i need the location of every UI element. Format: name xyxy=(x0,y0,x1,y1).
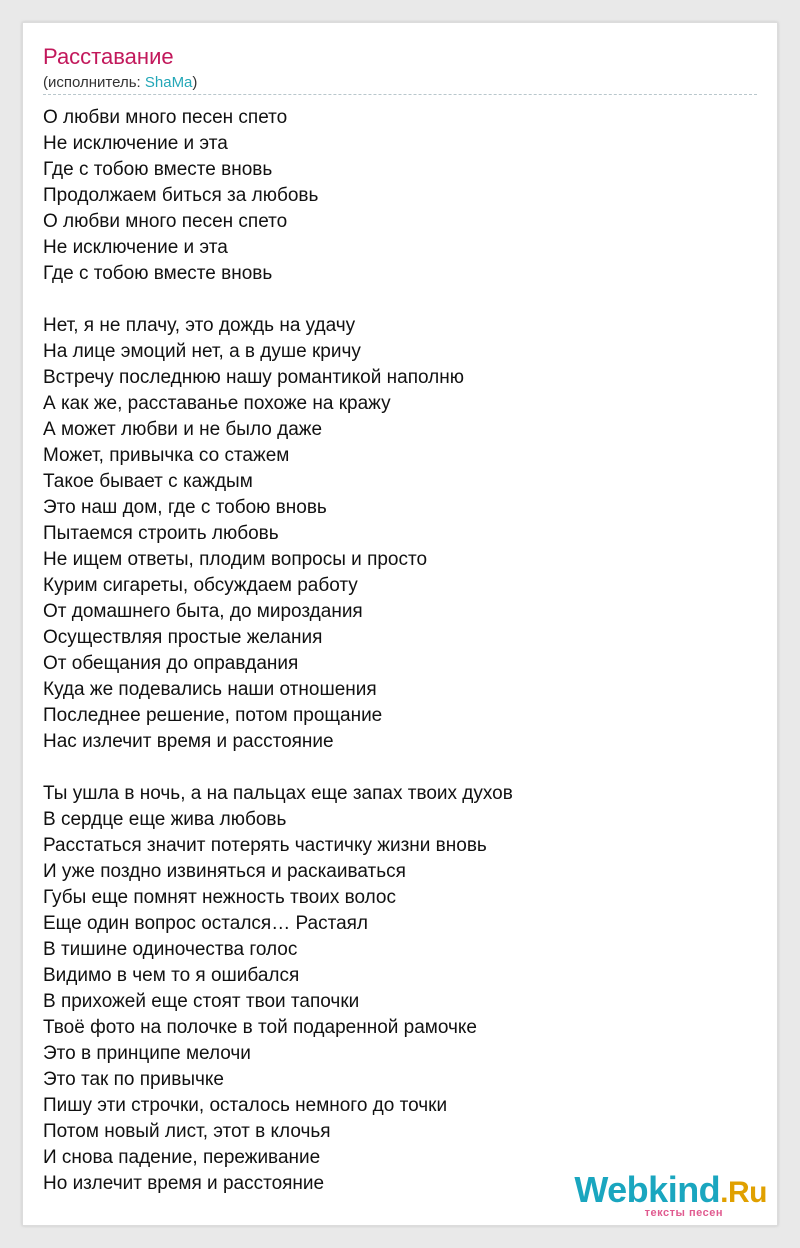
lyrics-line: Нет, я не плачу, это дождь на удачу xyxy=(43,315,356,336)
lyrics-line: А может любви и не было даже xyxy=(43,419,323,440)
lyrics-line: Куда же подевались наши отношения xyxy=(43,679,377,700)
lyrics-line: В сердце еще жива любовь xyxy=(43,809,287,830)
lyrics-line: Но излечит время и расстояние xyxy=(43,1173,325,1194)
lyrics-body xyxy=(43,105,513,1223)
lyrics-line: О любви много песен спето xyxy=(43,107,288,128)
lyrics-line: Расстаться значит потерять частичку жизни вновь xyxy=(43,835,487,856)
lyrics-line: Такое бывает с каждым xyxy=(43,471,253,492)
site-logo[interactable] xyxy=(574,1169,767,1219)
logo-tld: .Ru xyxy=(720,1176,767,1209)
lyrics-stanza xyxy=(43,781,513,1197)
lyrics-line: Еще один вопрос остался… Растаял xyxy=(43,913,369,934)
logo-tagline: тексты песен xyxy=(644,1207,723,1219)
title-divider xyxy=(43,94,757,95)
lyrics-line: Встречу последнюю нашу романтикой наполню xyxy=(43,367,464,388)
logo-text xyxy=(574,1169,767,1211)
lyrics-line: Это так по привычке xyxy=(43,1069,224,1090)
lyrics-line: Где с тобою вместе вновь xyxy=(43,159,273,180)
lyrics-line: А как же, расставанье похоже на кражу xyxy=(43,393,391,414)
song-title: Расставание xyxy=(43,44,174,69)
lyrics-line: Пытаемся строить любовь xyxy=(43,523,279,544)
lyrics-line: Осуществляя простые желания xyxy=(43,627,323,648)
lyrics-line: Пишу эти строчки, осталось немного до точки xyxy=(43,1095,448,1116)
lyrics-line: Где с тобою вместе вновь xyxy=(43,263,273,284)
lyrics-line: О любви много песен спето xyxy=(43,211,288,232)
lyrics-line: Не исключение и эта xyxy=(43,237,228,258)
lyrics-line: Потом новый лист, этот в клочья xyxy=(43,1121,331,1142)
performer-prefix: (исполнитель: xyxy=(43,74,145,91)
logo-name: Webkind xyxy=(574,1169,721,1210)
lyrics-line: Твоё фото на полочке в той подаренной рамочке xyxy=(43,1017,478,1038)
lyrics-line: Нас излечит время и расстояние xyxy=(43,731,334,752)
lyrics-line: Не исключение и эта xyxy=(43,133,228,154)
lyrics-line: От домашнего быта, до мироздания xyxy=(43,601,363,622)
lyrics-stanza xyxy=(43,105,513,287)
lyrics-line: Видимо в чем то я ошибался xyxy=(43,965,300,986)
artist-link[interactable]: ShaMa xyxy=(144,74,193,91)
lyrics-line: В тишине одиночества голос xyxy=(43,939,298,960)
lyrics-line: Это в принципе мелочи xyxy=(43,1043,251,1064)
lyrics-line: Может, привычка со стажем xyxy=(43,445,290,466)
lyrics-line: Продолжаем биться за любовь xyxy=(43,185,319,206)
lyrics-line: И уже поздно извиняться и раскаиваться xyxy=(43,861,406,882)
lyrics-line: Последнее решение, потом прощание xyxy=(43,705,383,726)
lyrics-stanza xyxy=(43,313,513,755)
lyrics-line: В прихожей еще стоят твои тапочки xyxy=(43,991,360,1012)
lyrics-line: Ты ушла в ночь, а на пальцах еще запах твоих духов xyxy=(43,783,513,804)
lyrics-line: На лице эмоций нет, а в душе кричу xyxy=(43,341,361,362)
performer-suffix: ) xyxy=(192,74,198,91)
lyrics-line: Губы еще помнят нежность твоих волос xyxy=(43,887,396,908)
lyrics-line: Курим сигареты, обсуждаем работу xyxy=(43,575,358,596)
lyrics-line: От обещания до оправдания xyxy=(43,653,299,674)
lyrics-card xyxy=(22,22,778,1226)
lyrics-line: Не ищем ответы, плодим вопросы и просто xyxy=(43,549,428,570)
performer-line xyxy=(43,74,197,92)
lyrics-line: И снова падение, переживание xyxy=(43,1147,321,1168)
lyrics-line: Это наш дом, где с тобою вновь xyxy=(43,497,327,518)
